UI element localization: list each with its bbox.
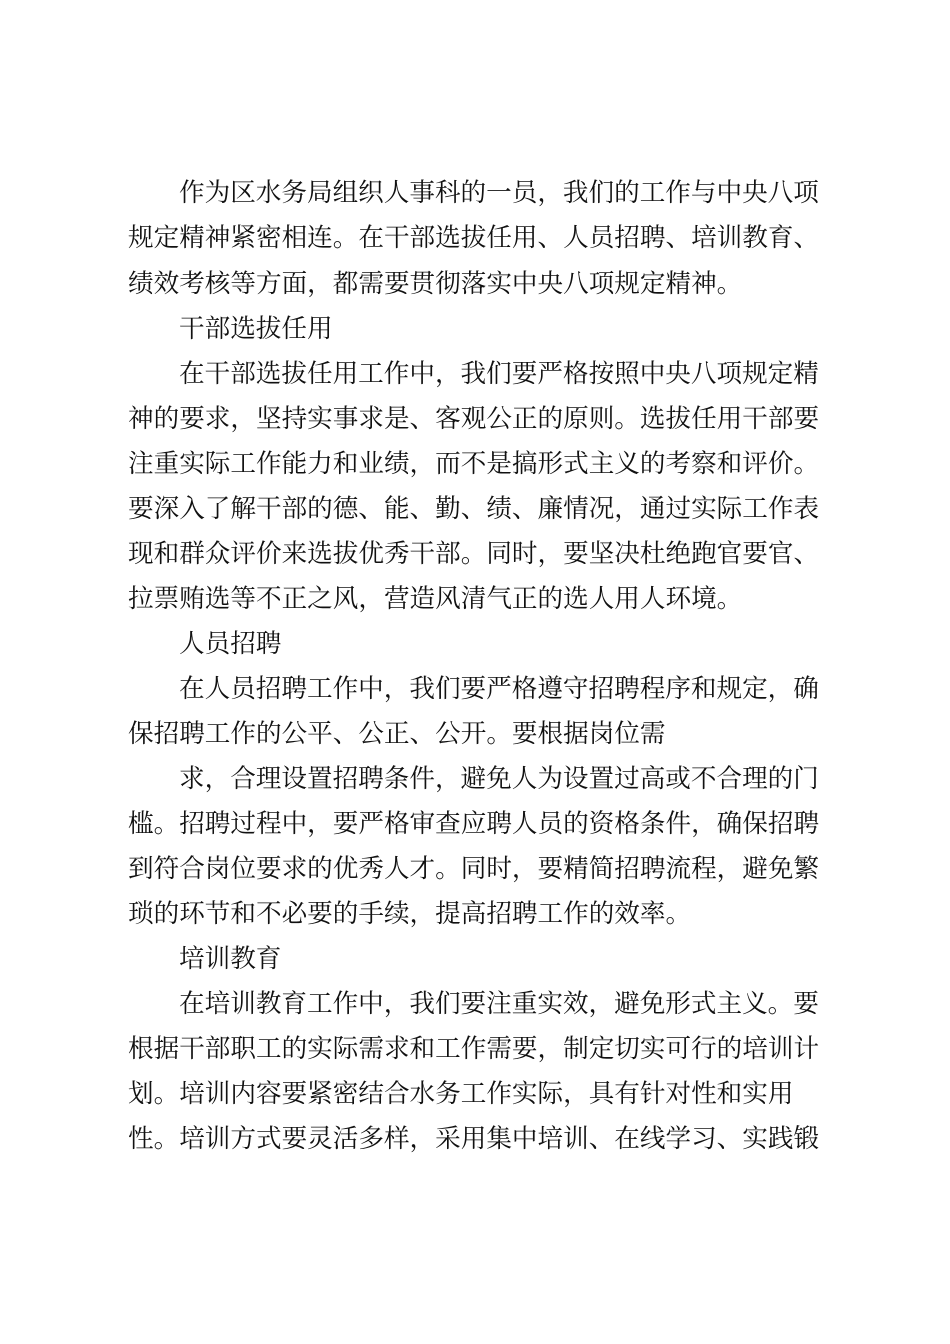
paragraph-recruitment-line-5: 到符合岗位要求的优秀人才。同时，要精简招聘流程，避免繁 [128,854,820,884]
paragraph-training-line-3: 划。培训内容要紧密结合水务工作实际，具有针对性和实用 [128,1079,794,1109]
paragraph-recruitment-line-2: 保招聘工作的公平、公正、公开。要根据岗位需 [128,719,666,749]
section-heading-training: 培训教育 [179,944,282,974]
paragraph-cadre-line-6: 拉票贿选等不正之风，营造风清气正的选人用人环境。 [128,584,743,614]
paragraph-cadre-line-2: 神的要求，坚持实事求是、客观公正的原则。选拔任用干部要 [128,404,820,434]
paragraph-intro-line-2: 规定精神紧密相连。在干部选拔任用、人员招聘、培训教育、 [128,223,820,253]
paragraph-training-line-1: 在培训教育工作中，我们要注重实效，避免形式主义。要 [179,989,819,1019]
paragraph-recruitment-line-4: 槛。招聘过程中，要严格审查应聘人员的资格条件，确保招聘 [128,809,820,839]
paragraph-recruitment-line-6: 琐的环节和不必要的手续，提高招聘工作的效率。 [128,899,692,929]
paragraph-recruitment-line-3: 求，合理设置招聘条件，避免人为设置过高或不合理的门 [179,764,819,794]
paragraph-cadre-line-1: 在干部选拔任用工作中，我们要严格按照中央八项规定精 [179,359,819,389]
paragraph-recruitment-line-1: 在人员招聘工作中，我们要严格遵守招聘程序和规定，确 [179,674,819,704]
paragraph-training-line-4: 性。培训方式要灵活多样，采用集中培训、在线学习、实践锻 [128,1124,820,1154]
paragraph-training-line-2: 根据干部职工的实际需求和工作需要，制定切实可行的培训计 [128,1034,820,1064]
section-heading-recruitment: 人员招聘 [179,629,282,659]
section-heading-cadre-selection: 干部选拔任用 [179,314,333,344]
paragraph-intro-line-3: 绩效考核等方面，都需要贯彻落实中央八项规定精神。 [128,269,743,299]
paragraph-intro-line-1: 作为区水务局组织人事科的一员，我们的工作与中央八项 [179,178,819,208]
paragraph-cadre-line-3: 注重实际工作能力和业绩，而不是搞形式主义的考察和评价。 [128,449,820,479]
paragraph-cadre-line-5: 现和群众评价来选拔优秀干部。同时，要坚决杜绝跑官要官、 [128,539,820,569]
paragraph-cadre-line-4: 要深入了解干部的德、能、勤、绩、廉情况，通过实际工作表 [128,494,820,524]
